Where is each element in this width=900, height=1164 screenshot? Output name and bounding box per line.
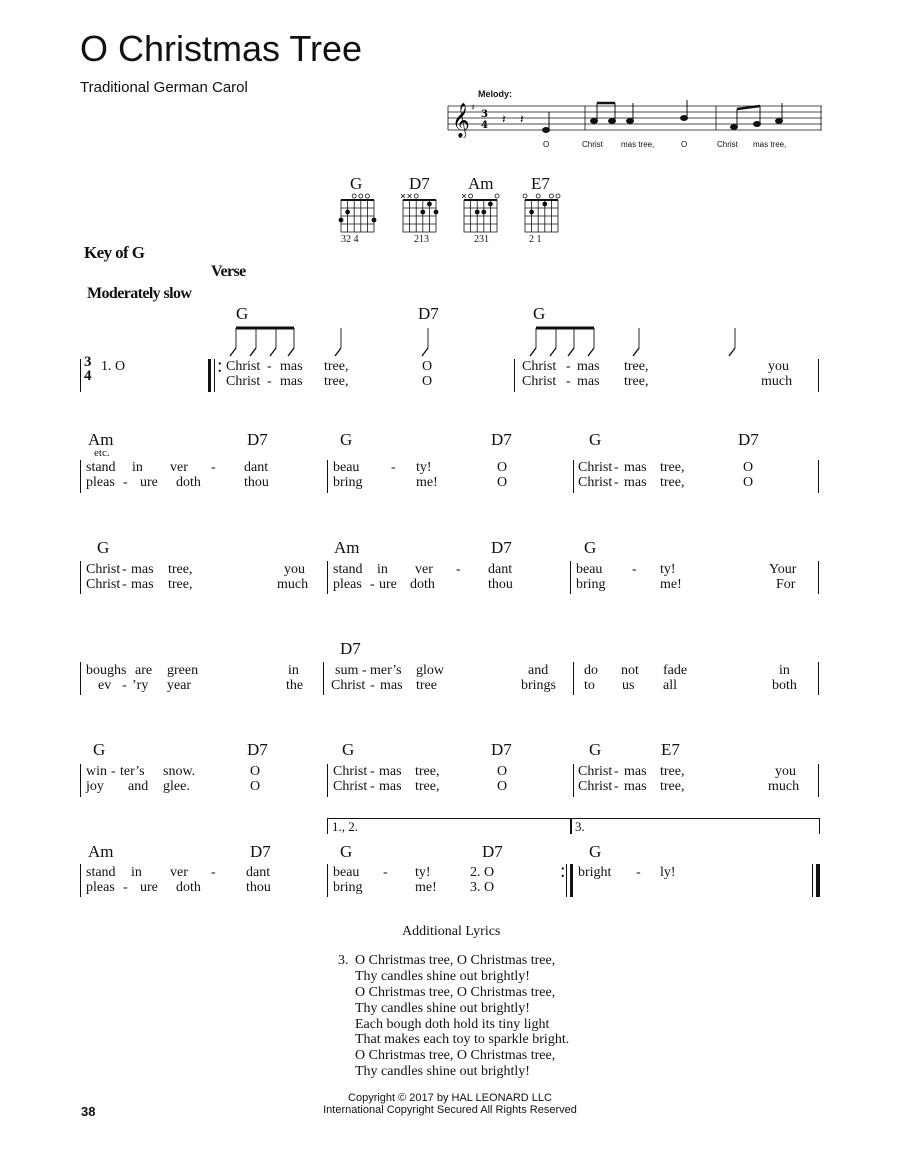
svg-text:4: 4 <box>481 120 488 131</box>
lyric: fade <box>663 663 688 678</box>
chord-symbol: D7 <box>482 842 503 861</box>
chord-symbol: G <box>97 538 110 557</box>
chord-grid-am <box>461 192 501 234</box>
lyric: ure <box>140 475 158 490</box>
lyric: in <box>132 460 143 475</box>
lyric: pleas <box>86 475 115 490</box>
lyric: ty! <box>660 562 676 577</box>
melody-lyric: Christ <box>582 140 603 149</box>
lyric: mas <box>577 359 600 374</box>
chord-symbol: Am <box>334 538 360 557</box>
lyric: O <box>497 460 508 475</box>
chord-symbol: D7 <box>340 639 361 658</box>
lyric: doth <box>410 577 435 592</box>
lyric: thou <box>244 475 269 490</box>
lyric: you <box>768 359 789 374</box>
repeat-start-barline <box>208 359 211 392</box>
barline <box>327 561 328 594</box>
lyric: ver <box>415 562 433 577</box>
time-signature-top: 3 <box>84 354 91 370</box>
barline <box>327 460 328 493</box>
lyric: mas <box>379 764 402 779</box>
verse-line: O Christmas tree, O Christmas tree, <box>355 953 556 968</box>
lyric: snow. <box>163 764 196 779</box>
lyric: ver <box>170 865 188 880</box>
lyric: mas <box>577 374 600 389</box>
chord-grid-d7 <box>400 192 440 234</box>
repeat-end-barline <box>570 864 573 897</box>
etc-label: etc. <box>94 447 110 459</box>
lyric: Christ <box>578 460 613 475</box>
rhythm-slashes <box>210 322 750 358</box>
lyric: - <box>391 460 396 475</box>
lyric: and <box>128 779 149 794</box>
lyric: joy <box>86 779 104 794</box>
melody-label: Melody: <box>478 89 513 99</box>
lyric: Christ <box>578 779 613 794</box>
barline <box>80 359 81 392</box>
lyric: O <box>497 475 508 490</box>
lyric: me! <box>415 880 437 895</box>
lyric: to <box>584 678 595 693</box>
barline <box>818 460 819 493</box>
lyric: in <box>377 562 388 577</box>
lyric: bring <box>333 880 363 895</box>
lyric: brings <box>521 678 556 693</box>
chord-symbol: D7 <box>247 740 268 759</box>
lyric: win <box>86 764 107 779</box>
chord-diagram-name: E7 <box>531 174 550 193</box>
lyric: - <box>370 577 375 592</box>
lyric: all <box>663 678 677 693</box>
chord-fingering: 213 <box>414 234 429 245</box>
lyric: ty! <box>416 460 432 475</box>
repeat-dots: : <box>217 355 223 377</box>
lyric: Christ <box>522 374 557 389</box>
lyric: tree, <box>415 779 440 794</box>
lyric: O <box>422 374 433 389</box>
lyric: tree, <box>324 359 349 374</box>
barline <box>514 359 515 392</box>
lyric: - <box>614 779 619 794</box>
lyric: not <box>621 663 639 678</box>
chord-diagram-name: Am <box>468 174 494 193</box>
lyric: bring <box>333 475 363 490</box>
chord-symbol: D7 <box>247 430 268 449</box>
lyric: much <box>761 374 793 389</box>
chord-symbol: G <box>589 740 602 759</box>
lyric: - <box>211 460 216 475</box>
barline <box>80 662 81 695</box>
lyric: tree, <box>324 374 349 389</box>
lyric: stand <box>333 562 363 577</box>
page-number: 38 <box>81 1104 96 1119</box>
lyric: - <box>362 663 367 678</box>
lyric: - <box>123 475 128 490</box>
lyric: - <box>566 374 571 389</box>
chord-symbol: E7 <box>661 740 680 759</box>
lyric: doth <box>176 475 201 490</box>
svg-text:𝄽: 𝄽 <box>520 112 524 126</box>
lyric: much <box>277 577 309 592</box>
lyric: - <box>614 460 619 475</box>
barline <box>818 764 819 797</box>
lyric: tree, <box>624 359 649 374</box>
lyric: Christ <box>522 359 557 374</box>
lyric: O <box>743 475 754 490</box>
lyric: dant <box>246 865 271 880</box>
lyric: - <box>456 562 461 577</box>
lyric: mas <box>624 460 647 475</box>
section-heading: Verse <box>211 263 246 280</box>
chord-symbol: G <box>93 740 106 759</box>
lyric: O <box>497 764 508 779</box>
chord-symbol: D7 <box>738 430 759 449</box>
lyric: - <box>122 678 127 693</box>
lyric: tree, <box>660 764 685 779</box>
lyric: mas <box>131 562 154 577</box>
chord-symbol: G <box>340 430 353 449</box>
lyric: Christ <box>333 764 368 779</box>
lyric: beau <box>333 865 360 880</box>
lyric: us <box>622 678 635 693</box>
lyric: - <box>111 764 116 779</box>
barline <box>818 662 819 695</box>
lyric: Christ <box>226 374 261 389</box>
song-subtitle: Traditional German Carol <box>80 79 248 96</box>
lyric: mas <box>131 577 154 592</box>
lyric: thou <box>488 577 513 592</box>
melody-lyric: mas tree, <box>621 140 655 149</box>
lyric: mas <box>379 779 402 794</box>
lyric: ly! <box>660 865 676 880</box>
lyric: mas <box>380 678 403 693</box>
verse-number: 3. <box>338 953 349 968</box>
lyric: dant <box>244 460 269 475</box>
lyric: - <box>566 359 571 374</box>
chord-symbol: D7 <box>491 430 512 449</box>
verse-line: Each bough doth hold its tiny light <box>355 1017 550 1032</box>
melody-staff <box>444 98 824 138</box>
lyric: the <box>286 678 304 693</box>
lyric: bring <box>576 577 606 592</box>
lyric: and <box>528 663 549 678</box>
lyric: mas <box>624 779 647 794</box>
lyric: thou <box>246 880 271 895</box>
lyric: Christ <box>86 577 121 592</box>
copyright-line: Copyright © 2017 by HAL LEONARD LLC <box>348 1092 552 1104</box>
barline <box>573 460 574 493</box>
barline <box>818 359 819 392</box>
lyric: Christ <box>331 678 366 693</box>
chord-grid-g <box>338 192 378 234</box>
lyric: - <box>123 880 128 895</box>
chord-fingering: 231 <box>474 234 489 245</box>
first-ending-label: 1., 2. <box>332 819 358 834</box>
svg-text:♯: ♯ <box>471 103 475 112</box>
chord-symbol: D7 <box>418 304 439 323</box>
lyric: pleas <box>86 880 115 895</box>
chord-symbol: Am <box>88 842 114 861</box>
lyric: year <box>167 678 192 693</box>
chord-symbol: G <box>584 538 597 557</box>
lyric: in <box>288 663 299 678</box>
barline <box>327 764 328 797</box>
barline <box>566 864 567 897</box>
copyright-line: International Copyright Secured All Rights Reserved <box>323 1104 577 1116</box>
lyric: tree, <box>660 475 685 490</box>
lyric: doth <box>176 880 201 895</box>
verse-line: That makes each toy to sparkle bright. <box>355 1032 570 1047</box>
song-title: O Christmas Tree <box>80 28 363 69</box>
verse-line: Thy candles shine out brightly! <box>355 969 530 984</box>
lyric: 1. O <box>101 359 126 374</box>
barline <box>80 460 81 493</box>
lyric: tree, <box>660 460 685 475</box>
chord-symbol: D7 <box>491 538 512 557</box>
lyric: stand <box>86 865 116 880</box>
melody-lyric: O <box>543 140 550 149</box>
lyric: me! <box>660 577 682 592</box>
lyric: Christ <box>226 359 261 374</box>
tempo-heading: Moderately slow <box>87 285 192 302</box>
barline <box>573 764 574 797</box>
lyric: boughs <box>86 663 127 678</box>
lyric: glee. <box>163 779 190 794</box>
lyric: pleas <box>333 577 362 592</box>
lyric: O <box>422 359 433 374</box>
svg-text:3: 3 <box>481 109 488 120</box>
chord-grid-e7 <box>522 192 562 234</box>
lyric: bright <box>578 865 612 880</box>
barline <box>818 561 819 594</box>
lyric: mas <box>280 359 303 374</box>
lyric: sum <box>335 663 359 678</box>
melody-lyric: mas tree, <box>753 140 787 149</box>
lyric: you <box>775 764 796 779</box>
lyric: stand <box>86 460 116 475</box>
lyric: glow <box>416 663 444 678</box>
chord-symbol: Am <box>88 430 114 449</box>
chord-symbol: G <box>236 304 249 323</box>
lyric: tree <box>416 678 437 693</box>
barline <box>327 864 328 897</box>
lyric: mas <box>624 764 647 779</box>
first-ending-bracket <box>327 818 571 834</box>
lyric: O <box>743 460 754 475</box>
barline <box>812 864 813 897</box>
barline <box>573 662 574 695</box>
lyric: - <box>370 678 375 693</box>
lyric: - <box>267 359 272 374</box>
lyric: O <box>250 764 261 779</box>
lyric: 3. O <box>470 880 495 895</box>
lyric: For <box>776 577 796 592</box>
chord-symbol: G <box>340 842 353 861</box>
verse-line: Thy candles shine out brightly! <box>355 1064 530 1079</box>
barline <box>80 561 81 594</box>
lyric: - <box>383 865 388 880</box>
lyric: 2. O <box>470 865 495 880</box>
key-heading: Key of G <box>84 243 145 262</box>
melody-lyric: O <box>681 140 688 149</box>
chord-symbol: G <box>533 304 546 323</box>
chord-symbol: D7 <box>250 842 271 861</box>
lyric: ev <box>98 678 112 693</box>
lyric: O <box>497 779 508 794</box>
verse-line: Thy candles shine out brightly! <box>355 1001 530 1016</box>
lyric: O <box>250 779 261 794</box>
lyric: - <box>614 764 619 779</box>
chord-symbol: G <box>342 740 355 759</box>
chord-symbol: G <box>589 430 602 449</box>
final-barline <box>816 864 820 897</box>
lyric: ’ry <box>132 678 149 693</box>
barline <box>80 764 81 797</box>
lyric: you <box>284 562 305 577</box>
lyric: Your <box>769 562 797 577</box>
chord-symbol: D7 <box>491 740 512 759</box>
verse-line: O Christmas tree, O Christmas tree, <box>355 1048 556 1063</box>
lyric: in <box>131 865 142 880</box>
lyric: - <box>211 865 216 880</box>
barline <box>214 359 215 392</box>
lyric: tree, <box>168 562 193 577</box>
third-ending-label: 3. <box>575 819 585 834</box>
lyric: mer’s <box>370 663 402 678</box>
lyric: Christ <box>578 764 613 779</box>
chord-fingering: 32 4 <box>341 234 359 245</box>
lyric: Christ <box>333 779 368 794</box>
lyric: beau <box>576 562 603 577</box>
lyric: ure <box>140 880 158 895</box>
lyric: ver <box>170 460 188 475</box>
lyric: tree, <box>624 374 649 389</box>
barline <box>323 662 324 695</box>
lyric: - <box>370 779 375 794</box>
lyric: are <box>135 663 153 678</box>
time-signature-bottom: 4 <box>84 368 91 384</box>
lyric: ter’s <box>120 764 145 779</box>
lyric: tree, <box>660 779 685 794</box>
lyric: - <box>636 865 641 880</box>
repeat-dots: : <box>560 860 566 882</box>
lyric: in <box>779 663 790 678</box>
lyric: mas <box>280 374 303 389</box>
lyric: tree, <box>415 764 440 779</box>
lyric: much <box>768 779 800 794</box>
lyric: green <box>167 663 199 678</box>
chord-symbol: G <box>589 842 602 861</box>
lyric: Christ <box>86 562 121 577</box>
chord-diagram-name: G <box>350 174 363 193</box>
chord-diagram-name: D7 <box>409 174 430 193</box>
lyric: - <box>267 374 272 389</box>
lyric: do <box>584 663 598 678</box>
lyric: both <box>772 678 797 693</box>
lyric: - <box>370 764 375 779</box>
barline <box>570 561 571 594</box>
lyric: beau <box>333 460 360 475</box>
additional-lyrics-heading: Additional Lyrics <box>402 924 501 939</box>
lyric: tree, <box>168 577 193 592</box>
lyric: ure <box>379 577 397 592</box>
svg-text:𝄽: 𝄽 <box>502 112 506 126</box>
verse-line: O Christmas tree, O Christmas tree, <box>355 985 556 1000</box>
lyric: Christ <box>578 475 613 490</box>
lyric: dant <box>488 562 513 577</box>
lyric: - <box>632 562 637 577</box>
chord-fingering: 2 1 <box>529 234 542 245</box>
lyric: ty! <box>415 865 431 880</box>
barline <box>80 864 81 897</box>
melody-lyric: Christ <box>717 140 738 149</box>
third-ending-bracket <box>571 818 820 834</box>
svg-text:𝄞: 𝄞 <box>452 103 470 138</box>
lyric: mas <box>624 475 647 490</box>
lyric: me! <box>416 475 438 490</box>
lyric: - <box>122 577 127 592</box>
lyric: - <box>122 562 127 577</box>
lyric: - <box>614 475 619 490</box>
